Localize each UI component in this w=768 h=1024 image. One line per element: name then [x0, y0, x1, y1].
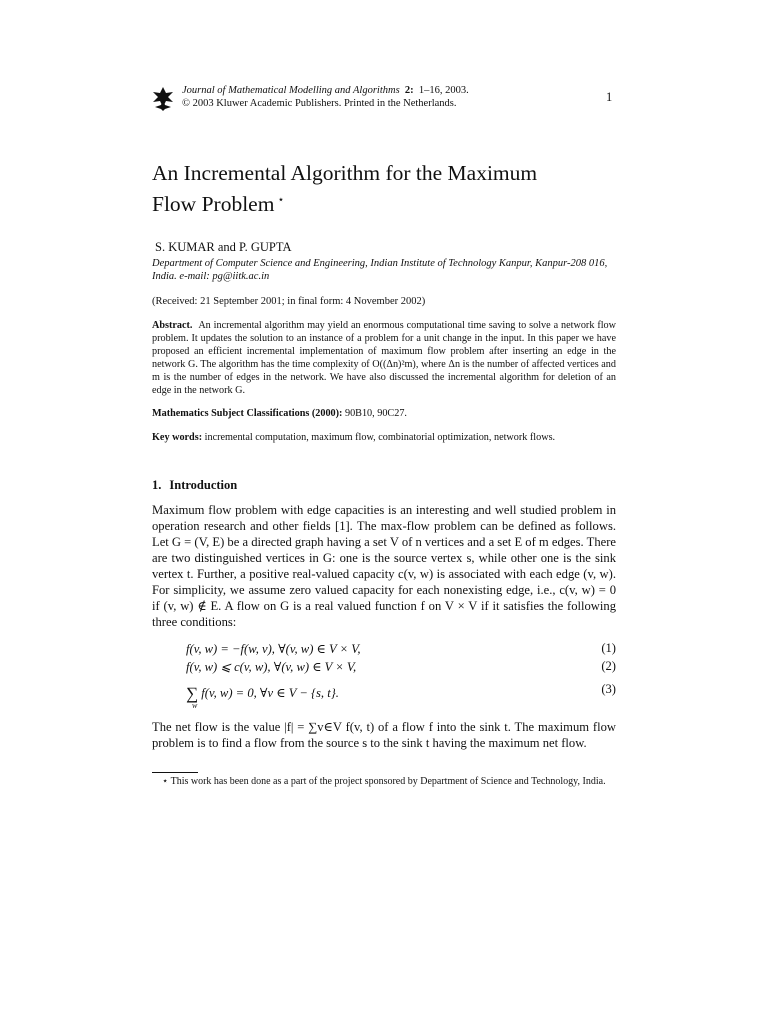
- msc-text: 90B10, 90C27.: [344, 408, 407, 419]
- abstract-label: Abstract.: [152, 320, 193, 331]
- journal-pages: 1–16, 2003.: [418, 85, 469, 96]
- equation-1-body: f(v, w) = −f(w, v), ∀(v, w) ∈ V × V,: [186, 642, 361, 656]
- footnote-rule: [152, 772, 198, 773]
- netflow-paragraph: The net flow is the value |f| = ∑v∈V f(v, t) of a flow f into the sink t. The maximum flow problem is to find a flow from the source s to the sink t having the maximum net flow.: [152, 720, 616, 750]
- footnote: ⋆ This work has been done as a part of the project sponsored by Department of Science and Technology, India.: [162, 776, 606, 787]
- section-number: 1.: [152, 478, 162, 492]
- authors: S. KUMAR and P. GUPTA: [155, 240, 292, 254]
- received-dates: (Received: 21 September 2001; in final form: 4 November 2002): [152, 296, 426, 307]
- keywords-text: incremental computation, maximum flow, combinatorial optimization, network flows.: [204, 432, 556, 443]
- intro-paragraph: Maximum flow problem with edge capacities is an interesting and well studied problem in operation research and other fields [1]. The max-flow problem can be defined as follows. Let G = (V, E) be a directed graph having a set V of n vertices and a set E of m edges. There are two distinguished vertices in G: one is the source vertex s, while other one is the sink vertex t. Further, a positive real-valued capacity c(v, w) is associated with each edge (v, w). For simplicity, we assume zero valued capacity for each nonexisting edge, i.e., c(v, w) = 0 if (v, w) ∉ E. A flow on G is a real valued function f on V × V if it satisfies the following three conditions:: [152, 503, 616, 629]
- equation-2-body: f(v, w) ⩽ c(v, w), ∀(v, w) ∈ V × V,: [186, 660, 357, 674]
- equation-1: [186, 641, 616, 657]
- equation-3-number: (3): [601, 682, 616, 696]
- title-line-2: Flow Problem: [152, 192, 275, 217]
- summation-index: w: [192, 701, 198, 710]
- abstract-text: An incremental algorithm may yield an enormous computational time saving to solve a network flow problem. It updates the solution to an instance of a problem for a unit change in the input. In this paper we have proposed an efficient incremental implementation of maximum flow problem after inserting an edge in the network G. The algorithm has the time complexity of O((Δn)²m), where Δn is the number of affected vertices and m is the number of edges in the network. We have also discussed the incremental algorithm for deletion of an edge in the network G.: [152, 320, 617, 396]
- msc-label: Mathematics Subject Classifications (2000):: [152, 408, 343, 419]
- copyright-line: © 2003 Kluwer Academic Publishers. Printed in the Netherlands.: [182, 98, 457, 109]
- equation-2-number: (2): [601, 659, 616, 673]
- equation-1-number: (1): [601, 641, 616, 655]
- abstract: [152, 319, 616, 397]
- journal-name: Journal of Mathematical Modelling and Algorithms: [182, 85, 400, 96]
- summation-symbol: ∑: [186, 684, 199, 703]
- journal-citation: [182, 84, 469, 110]
- equation-2: [186, 659, 616, 675]
- journal-volume: 2:: [404, 85, 414, 96]
- page-number: 1: [606, 90, 613, 104]
- keywords-label: Key words:: [152, 432, 203, 443]
- section-title: Introduction: [169, 478, 238, 492]
- affiliation: Department of Computer Science and Engineering, Indian Institute of Technology Kanpur, Kanpur-208 016, India. e-mail: pg@iitk.ac.in: [152, 258, 608, 282]
- equation-3-body: f(v, w) = 0, ∀v ∈ V − {s, t}.: [201, 686, 339, 700]
- equation-3: [186, 682, 616, 710]
- publisher-logo-icon: [152, 86, 174, 112]
- subject-classifications: [152, 407, 616, 420]
- section-heading: [152, 478, 237, 493]
- title-line-1: An Incremental Algorithm for the Maximum: [152, 161, 538, 185]
- title-footnote-star: ⋆: [277, 194, 285, 206]
- paper-title: [152, 160, 537, 218]
- keywords: [152, 431, 616, 444]
